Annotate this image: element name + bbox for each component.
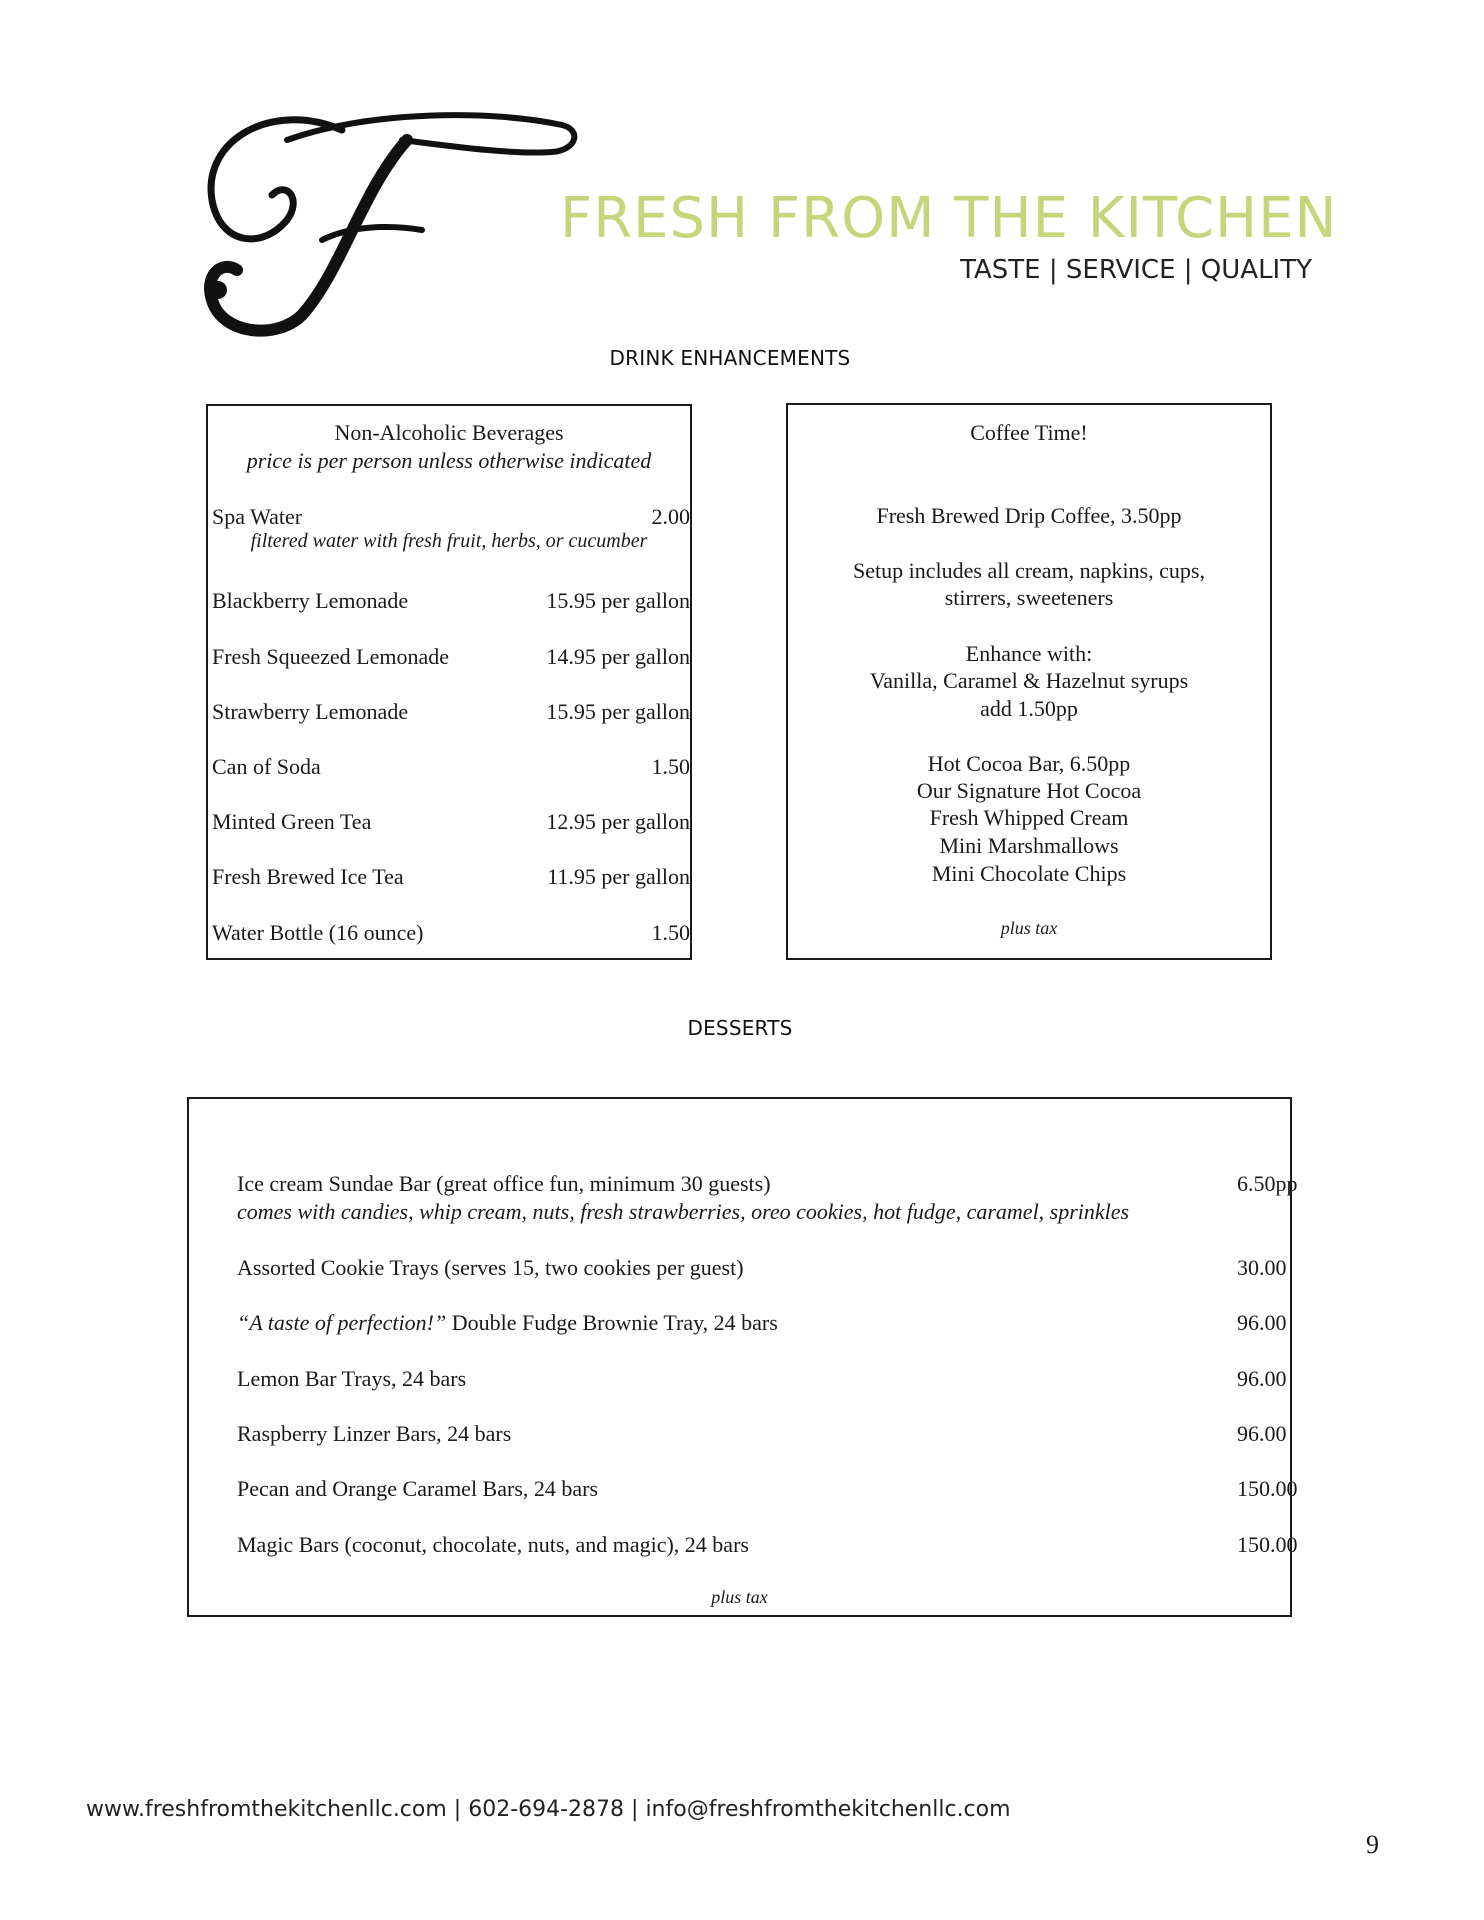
- drink-price: 14.95 per gallon: [546, 644, 690, 669]
- coffee-box: [786, 403, 1272, 960]
- dessert-item: [237, 1310, 1287, 1338]
- drink-price: 15.95 per gallon: [546, 699, 690, 724]
- cocoa-item: Mini Marshmallows: [939, 833, 1119, 858]
- dessert-price: 150.00: [1237, 1532, 1298, 1557]
- drink-price: 11.95 per gallon: [547, 864, 690, 889]
- cocoa-item: Our Signature Hot Cocoa: [916, 778, 1142, 803]
- drink-section-heading: DRINK ENHANCEMENTS: [609, 346, 851, 370]
- drink-name: Can of Soda: [212, 754, 321, 779]
- dessert-price: 30.00: [1237, 1255, 1287, 1280]
- drink-item: [212, 504, 690, 532]
- drink-name: Water Bottle (16 ounce): [212, 920, 424, 945]
- sundae-note: comes with candies, whip cream, nuts, fresh strawberries, oreo cookies, hot fudge, caramel, sprinkles: [237, 1199, 1130, 1224]
- brand-title: FRESH FROM THE KITCHEN: [560, 186, 1338, 251]
- dessert-name: Magic Bars (coconut, chocolate, nuts, and magic), 24 bars: [237, 1532, 749, 1557]
- cocoa-title: Hot Cocoa Bar, 6.50pp: [927, 751, 1131, 776]
- dessert-price: 150.00: [1237, 1476, 1298, 1501]
- dessert-item: [237, 1366, 1287, 1394]
- drink-item: [212, 588, 690, 616]
- dessert-name: Ice cream Sundae Bar (great office fun, minimum 30 guests): [237, 1171, 771, 1196]
- coffee-tax-note: plus tax: [1000, 918, 1058, 938]
- drink-item: [212, 920, 690, 948]
- drink-name: Fresh Brewed Ice Tea: [212, 864, 404, 889]
- cocoa-item: Fresh Whipped Cream: [929, 805, 1129, 830]
- enhance-price: add 1.50pp: [980, 696, 1078, 721]
- coffee-title: Coffee Time!: [970, 420, 1088, 445]
- drink-name: Spa Water: [212, 504, 303, 529]
- drink-item: [212, 644, 690, 672]
- drink-item: [212, 699, 690, 727]
- coffee-setup: Setup includes all cream, napkins, cups,: [853, 558, 1205, 583]
- enhance-title: Enhance with:: [965, 641, 1093, 666]
- dessert-name: Assorted Cookie Trays (serves 15, two cookies per guest): [237, 1255, 744, 1280]
- non-alcoholic-title: Non-Alcoholic Beverages: [334, 420, 564, 445]
- page-number: 9: [1366, 1830, 1379, 1859]
- footer-contact: www.freshfromthekitchenllc.com | 602-694-2878 | info@freshfromthekitchenllc.com: [86, 1797, 1011, 1822]
- dessert-name: [237, 1310, 778, 1336]
- dessert-price: 96.00: [1237, 1310, 1287, 1335]
- spa-water-note: filtered water with fresh fruit, herbs, or cucumber: [250, 530, 648, 552]
- dessert-tax-note: plus tax: [711, 1587, 768, 1607]
- non-alcoholic-beverages-box: [206, 404, 692, 960]
- drink-price: 2.00: [651, 504, 690, 529]
- dessert-item: [237, 1532, 1298, 1560]
- cocoa-item: Mini Chocolate Chips: [931, 861, 1127, 886]
- dessert-name: Raspberry Linzer Bars, 24 bars: [237, 1421, 512, 1446]
- drink-name: Fresh Squeezed Lemonade: [212, 644, 450, 669]
- drink-price: 1.50: [651, 754, 690, 779]
- dessert-item: [237, 1171, 1298, 1199]
- drink-price: 12.95 per gallon: [546, 809, 690, 834]
- dessert-price: 96.00: [1237, 1421, 1287, 1446]
- enhance-syrups: Vanilla, Caramel & Hazelnut syrups: [869, 668, 1189, 693]
- coffee-setup: stirrers, sweeteners: [944, 585, 1114, 610]
- dessert-name-text: Double Fudge Brownie Tray, 24 bars: [446, 1310, 778, 1335]
- dessert-name: Pecan and Orange Caramel Bars, 24 bars: [237, 1476, 599, 1501]
- brand-tagline: TASTE | SERVICE | QUALITY: [960, 255, 1312, 285]
- dessert-quote: “A taste of perfection!”: [237, 1310, 447, 1335]
- drink-price: 1.50: [651, 920, 690, 945]
- drink-name: Strawberry Lemonade: [212, 699, 409, 724]
- dessert-name: Lemon Bar Trays, 24 bars: [237, 1366, 467, 1391]
- script-f-monogram-logo: [192, 100, 592, 340]
- drink-price: 15.95 per gallon: [546, 588, 690, 613]
- coffee-drip: Fresh Brewed Drip Coffee, 3.50pp: [876, 503, 1182, 528]
- dessert-price: 6.50pp: [1237, 1171, 1298, 1196]
- drink-name: Blackberry Lemonade: [212, 588, 409, 613]
- dessert-item: [237, 1255, 1287, 1283]
- dessert-section-heading: DESSERTS: [687, 1016, 793, 1040]
- dessert-item: [237, 1476, 1298, 1504]
- non-alcoholic-subtitle: price is per person unless otherwise indicated: [246, 448, 652, 473]
- drink-name: Minted Green Tea: [212, 809, 372, 834]
- drink-item: [212, 809, 690, 837]
- drink-item: [212, 754, 690, 782]
- dessert-price: 96.00: [1237, 1366, 1287, 1391]
- drink-item: [212, 864, 690, 892]
- desserts-box: [187, 1097, 1298, 1617]
- dessert-item: [237, 1421, 1287, 1449]
